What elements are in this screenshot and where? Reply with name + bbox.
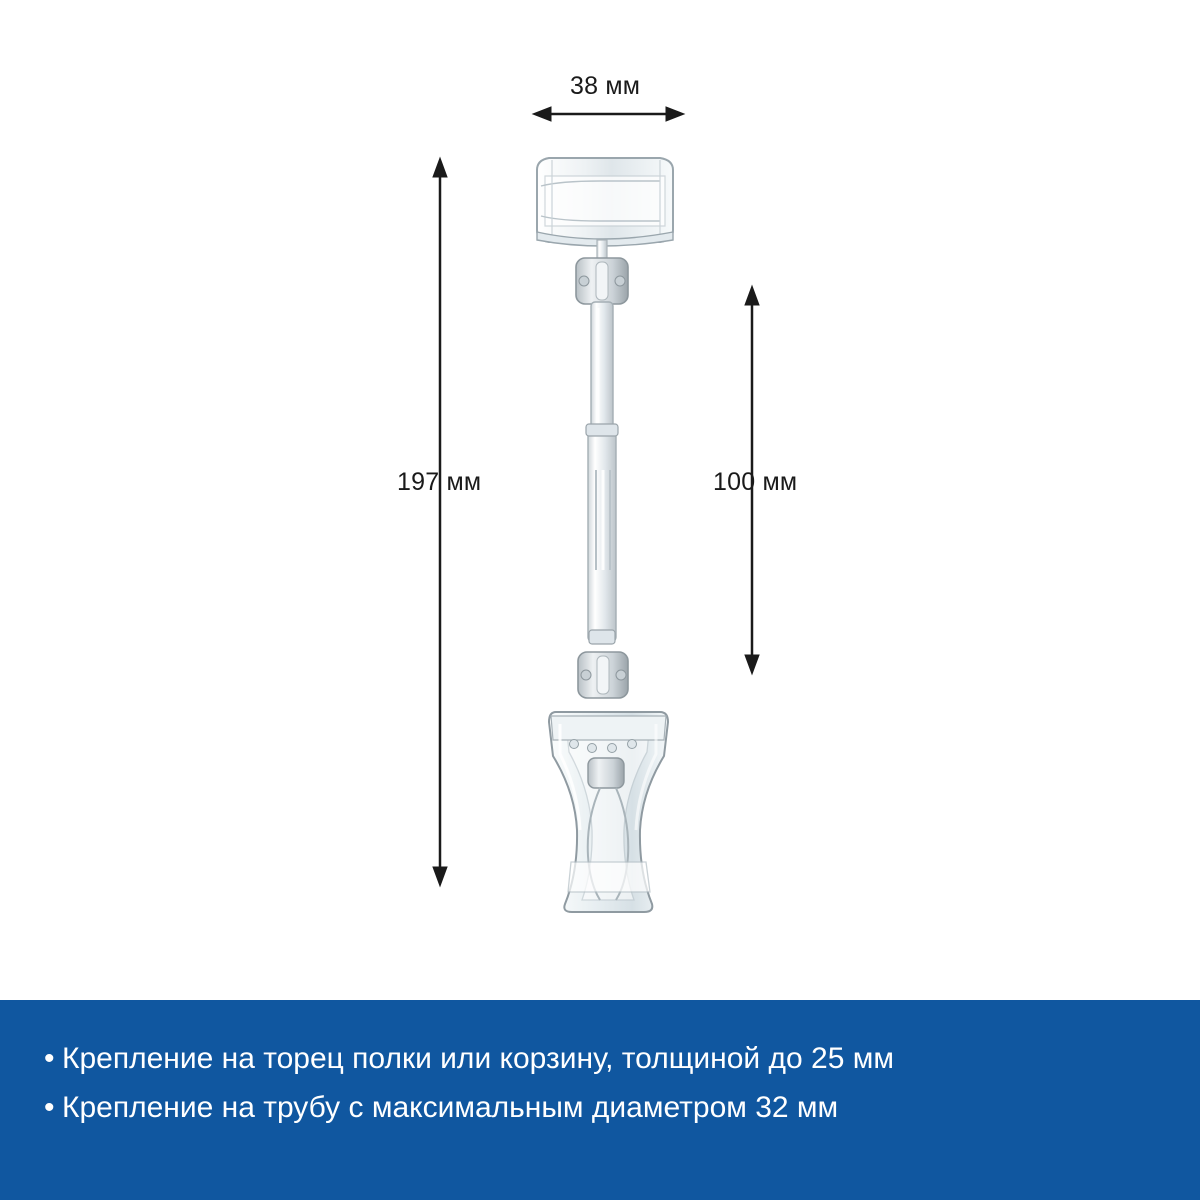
total-height-dimension-label: 197 мм <box>397 468 482 496</box>
telescopic-pole <box>586 302 618 644</box>
pole-height-dimension-label: 100 мм <box>713 468 798 496</box>
feature-item <box>44 1087 1156 1130</box>
lower-swivel-joint <box>578 652 628 698</box>
bullet-icon: • <box>44 1090 55 1124</box>
gripper-clamp <box>549 712 668 912</box>
width-dimension-arrow <box>533 107 684 121</box>
feature-text: Крепление на трубу с максимальным диаметром 32 мм <box>62 1090 839 1124</box>
total-height-dimension-arrow <box>433 158 447 886</box>
bullet-icon: • <box>44 1042 55 1075</box>
feature-item <box>44 1038 1156 1081</box>
feature-text: Крепление на торец полки или корзину, толщиной до 25 мм <box>62 1042 894 1075</box>
features-banner <box>0 1000 1200 1200</box>
upper-swivel-joint <box>576 258 628 304</box>
width-dimension-label: 38 мм <box>570 72 641 100</box>
sign-holder-clip <box>537 158 673 246</box>
product-illustration <box>537 158 673 912</box>
